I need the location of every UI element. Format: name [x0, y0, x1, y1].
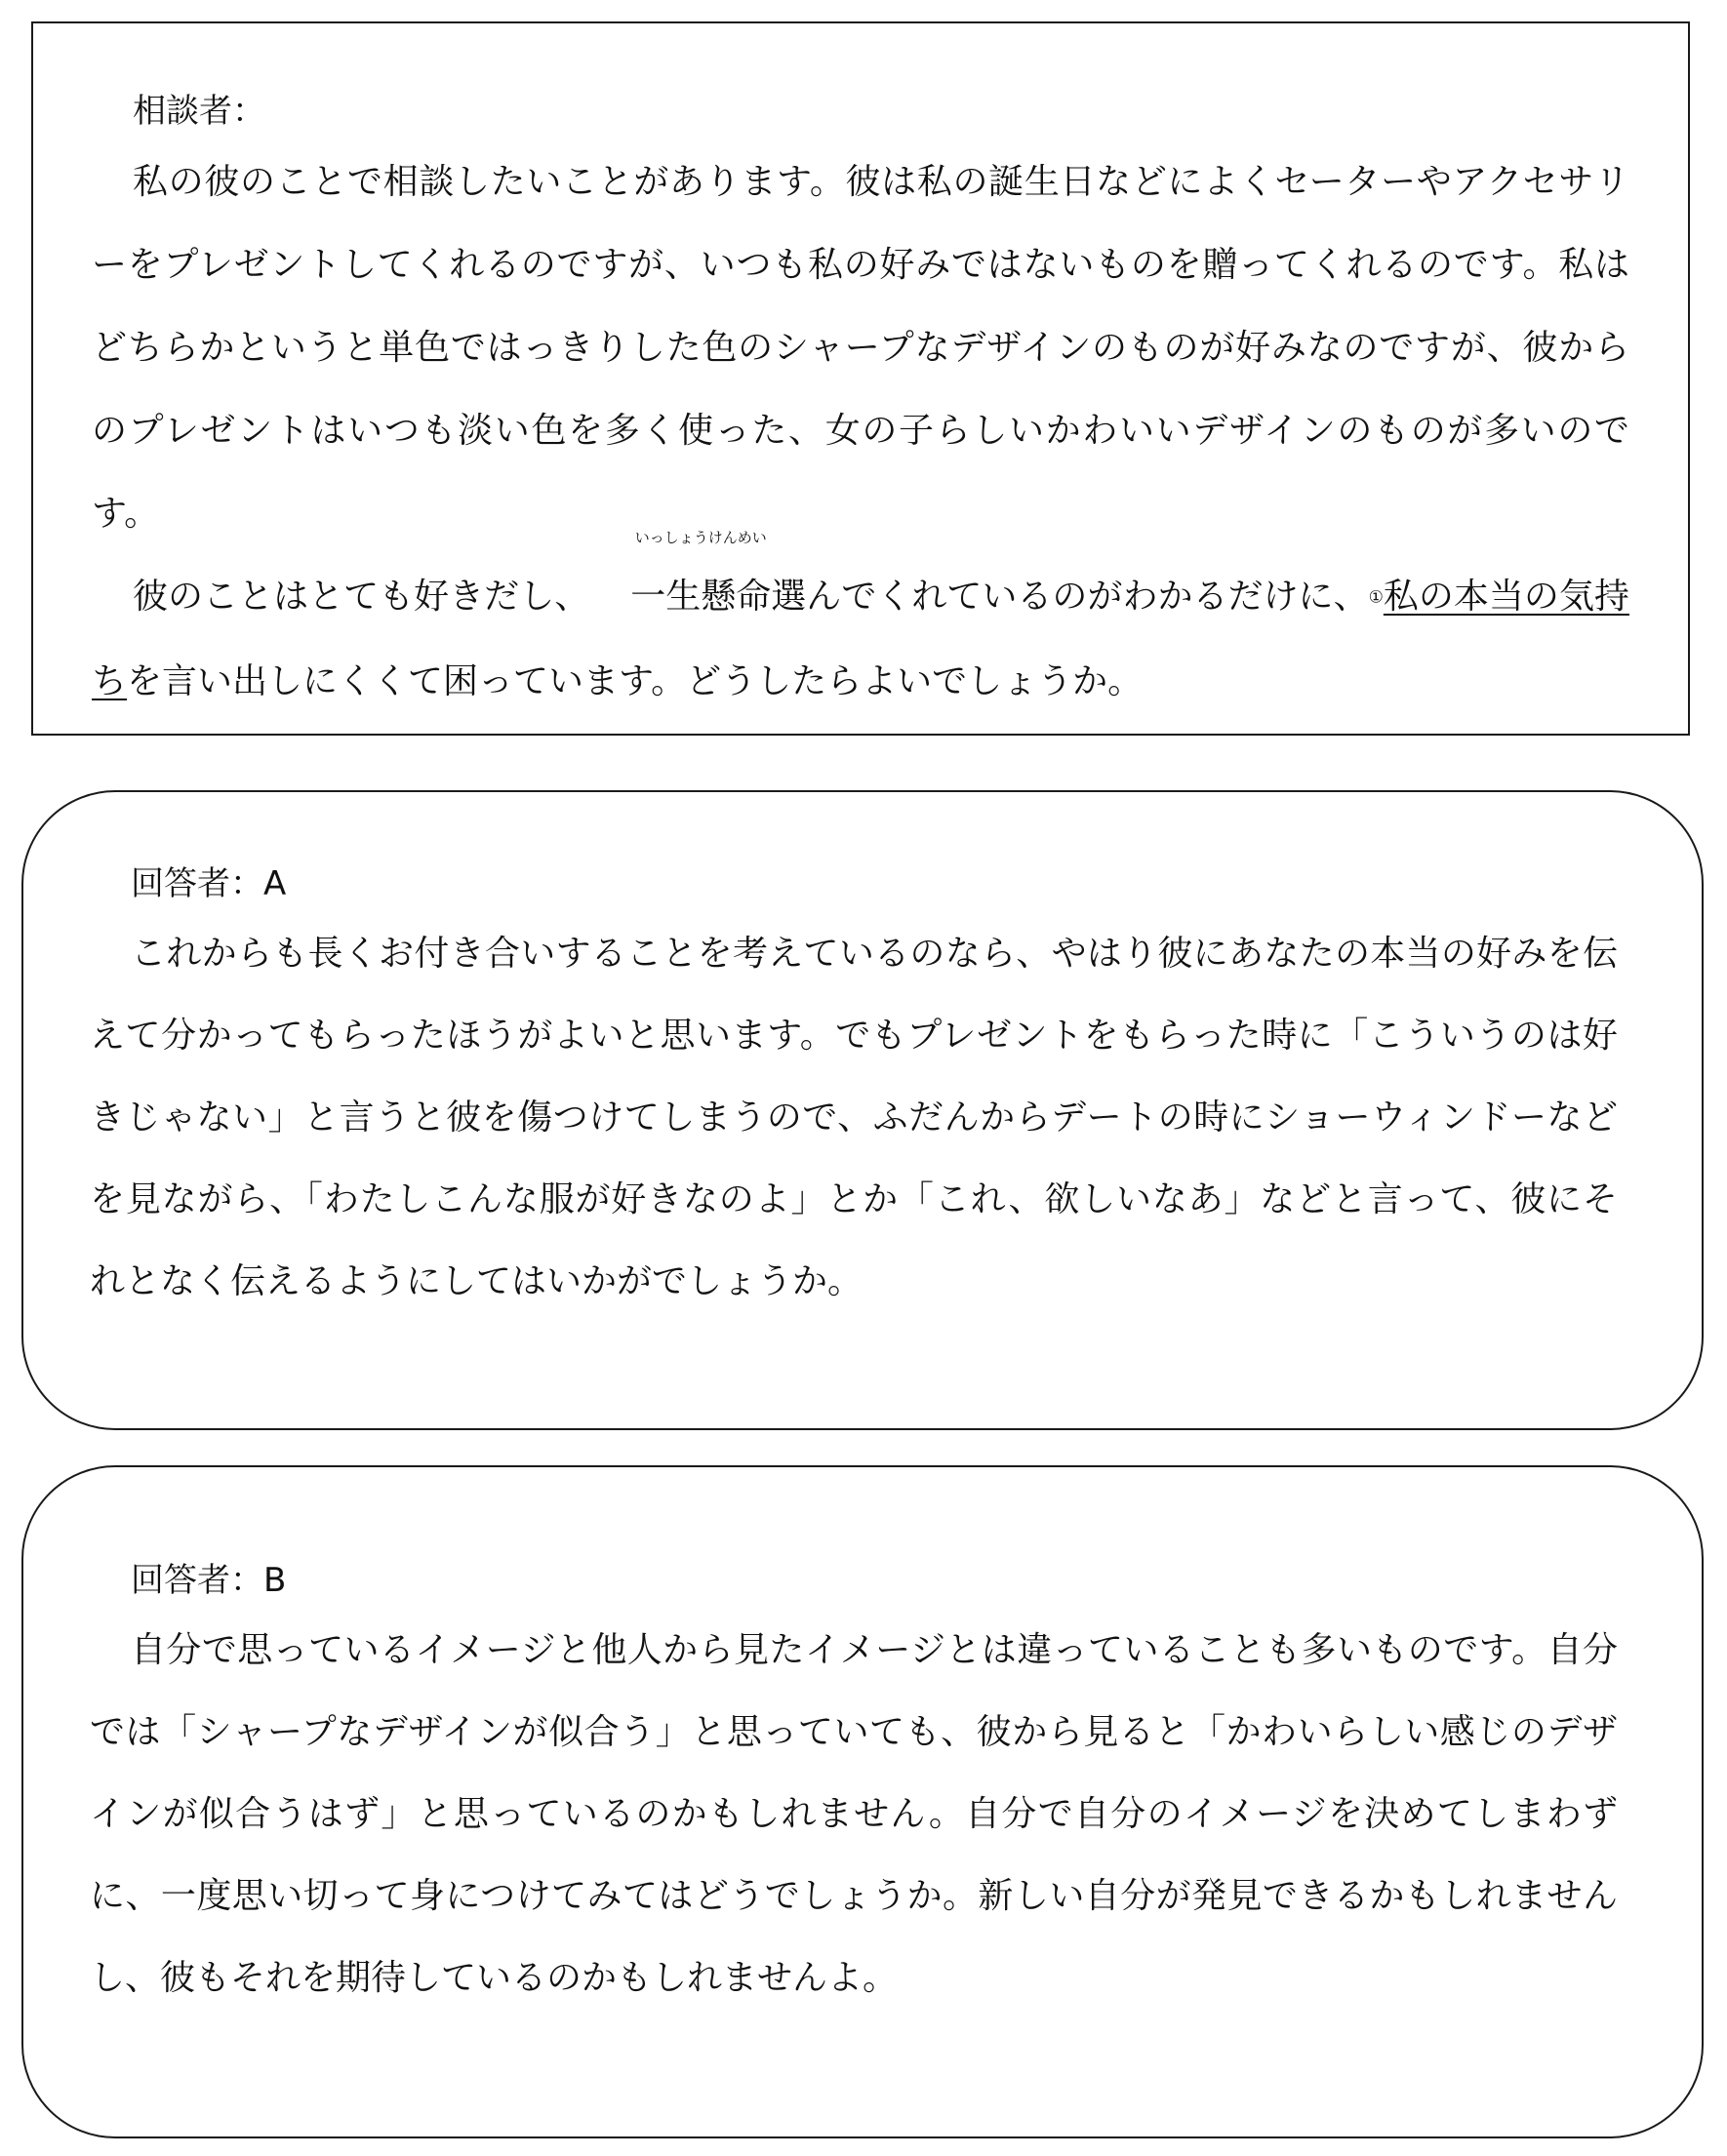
answer-b-box: [21, 1465, 1704, 2138]
consultation-p2-start: 彼のことはとても好きだし、: [133, 577, 590, 617]
consultation-box: [31, 21, 1690, 736]
answer-b-text: 自分で思っているイメージと他人から見たイメージとは違っていることも多いものです。自分では「シャープなデザインが似合う」と思っていても、彼から見ると「かわいらしい感じのデザインが似合うはず」と思っているのかもしれません。自分で自分のイメージを決めてしまわずに、一度思い切って身につけてみてはどうでしょうか。新しい自分が発見できるかもしれませんし、彼もそれを期待しているのかもしれませんよ。: [90, 1630, 1618, 1998]
ruby-reading: いっしょうけんめい: [634, 529, 767, 546]
consultation-p2-middle: 選んでくれているのがわかるだけに、: [771, 577, 1369, 617]
answer-b-heading: 回答者：B: [131, 1561, 287, 1600]
consultation-paragraph-2: [92, 529, 1629, 723]
answer-a-box: [21, 790, 1704, 1430]
underline-marker-1: ①: [1368, 587, 1384, 608]
underlined-phrase: 私の本当の気持ち: [92, 577, 1629, 701]
consultation-paragraph-1: 私の彼のことで相談したいことがあります。彼は私の誕生日などによくセーターやアクセサリーをプレゼントしてくれるのですが、いつも私の好みではないものを贈ってくれるのです。私はどちらかというと単色ではっきりした色のシャープなデザインのものが好みなのですが、彼からのプレゼントはいつも淡い色を多く使った、女の子らしいかわいいデザインのものが多いのです。: [92, 162, 1629, 534]
consultation-heading: 相談者：: [133, 92, 265, 131]
answer-a-heading: 回答者：A: [131, 864, 287, 903]
consultation-p2-end: を言い出しにくくて困っています。どうしたらよいでしょうか。: [127, 660, 1144, 701]
answer-a-text: これからも長くお付き合いすることを考えているのなら、やはり彼にあなたの本当の好みを伝えて分かってもらったほうがよいと思います。でもプレゼントをもらった時に「こういうのは好きじゃない」と言うと彼を傷つけてしまうので、ふだんからデートの時にショーウィンドーなどを見ながら、「わたしこんな服が好きなのよ」とか「これ、欲しいなあ」などと言って、彼にそれとなく伝えるようにしてはいかがでしょうか。: [90, 934, 1618, 1301]
ruby-isshoukenmei: [589, 529, 772, 638]
ruby-base: 一生懸命: [630, 577, 772, 617]
